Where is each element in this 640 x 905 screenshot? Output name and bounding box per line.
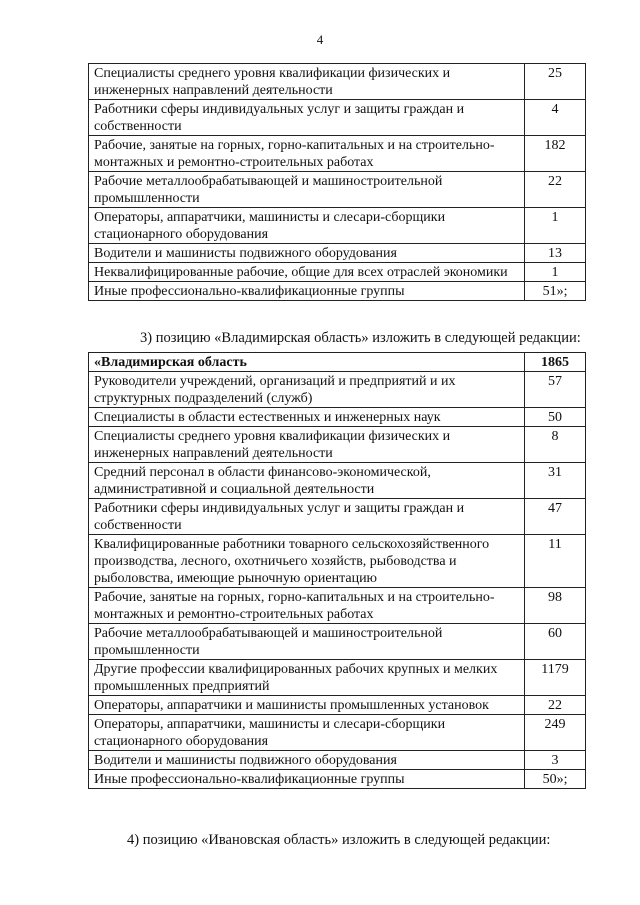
occupation-name-cell: Рабочие металлообрабатывающей и машиностроительной промышленности xyxy=(89,624,525,660)
region-name-cell: «Владимирская область xyxy=(89,353,525,372)
table-row xyxy=(89,751,586,770)
amendment-paragraph-4: 4) позицию «Ивановская область» изложить в следующей редакции: xyxy=(127,832,551,848)
occupation-name-cell: Специалисты среднего уровня квалификации физических и инженерных направлений деятельности xyxy=(89,64,525,100)
table-row xyxy=(89,588,586,624)
table-row xyxy=(89,499,586,535)
table-row xyxy=(89,696,586,715)
occupation-count-cell: 1179 xyxy=(525,660,586,696)
occupation-count-cell: 22 xyxy=(525,696,586,715)
occupation-count-cell: 25 xyxy=(525,64,586,100)
occupation-name-cell: Неквалифицированные рабочие, общие для всех отраслей экономики xyxy=(89,263,525,282)
table-row xyxy=(89,100,586,136)
table-row xyxy=(89,244,586,263)
occupation-name-cell: Специалисты в области естественных и инженерных наук xyxy=(89,408,525,427)
occupation-count-cell: 98 xyxy=(525,588,586,624)
occupation-count-cell: 1 xyxy=(525,263,586,282)
table-row xyxy=(89,463,586,499)
occupation-count-cell: 51»; xyxy=(525,282,586,301)
occupation-name-cell: Водители и машинисты подвижного оборудования xyxy=(89,244,525,263)
occupation-name-cell: Иные профессионально-квалификационные группы xyxy=(89,282,525,301)
occupations-table-vladimir-region xyxy=(88,352,586,789)
occupation-name-cell: Рабочие, занятые на горных, горно-капитальных и на строительно-монтажных и ремонтно-строительных работах xyxy=(89,136,525,172)
table-row xyxy=(89,172,586,208)
occupation-name-cell: Водители и машинисты подвижного оборудования xyxy=(89,751,525,770)
occupation-name-cell: Рабочие металлообрабатывающей и машиностроительной промышленности xyxy=(89,172,525,208)
occupation-count-cell: 8 xyxy=(525,427,586,463)
table-row xyxy=(89,535,586,588)
occupation-name-cell: Руководители учреждений, организаций и предприятий и их структурных подразделений (служб) xyxy=(89,372,525,408)
table-row xyxy=(89,624,586,660)
table-row xyxy=(89,770,586,789)
table-row xyxy=(89,408,586,427)
occupation-count-cell: 182 xyxy=(525,136,586,172)
occupations-table-previous-region xyxy=(88,63,586,301)
table-row xyxy=(89,427,586,463)
region-total-cell: 1865 xyxy=(525,353,586,372)
table-row xyxy=(89,372,586,408)
occupation-name-cell: Работники сферы индивидуальных услуг и защиты граждан и собственности xyxy=(89,100,525,136)
table-row xyxy=(89,64,586,100)
table-header-row xyxy=(89,353,586,372)
occupation-name-cell: Рабочие, занятые на горных, горно-капитальных и на строительно-монтажных и ремонтно-строительных работах xyxy=(89,588,525,624)
table-row xyxy=(89,136,586,172)
occupation-name-cell: Иные профессионально-квалификационные группы xyxy=(89,770,525,789)
table-row xyxy=(89,282,586,301)
occupation-name-cell: Операторы, аппаратчики и машинисты промышленных установок xyxy=(89,696,525,715)
page-number: 4 xyxy=(316,32,324,47)
occupation-count-cell: 60 xyxy=(525,624,586,660)
occupation-name-cell: Другие профессии квалифицированных рабочих крупных и мелких промышленных предприятий xyxy=(89,660,525,696)
occupation-name-cell: Квалифицированные работники товарного сельскохозяйственного производства, лесного, охотничьего хозяйств, рыбоводства и рыболовства, имеющие рыночную ориентацию xyxy=(89,535,525,588)
occupation-name-cell: Специалисты среднего уровня квалификации физических и инженерных направлений деятельности xyxy=(89,427,525,463)
occupation-count-cell: 1 xyxy=(525,208,586,244)
occupation-count-cell: 11 xyxy=(525,535,586,588)
table-row xyxy=(89,208,586,244)
occupation-count-cell: 13 xyxy=(525,244,586,263)
occupation-count-cell: 249 xyxy=(525,715,586,751)
occupation-count-cell: 57 xyxy=(525,372,586,408)
occupation-count-cell: 3 xyxy=(525,751,586,770)
occupation-name-cell: Операторы, аппаратчики, машинисты и слесари-сборщики стационарного оборудования xyxy=(89,715,525,751)
occupation-name-cell: Средний персонал в области финансово-экономической, административной и социальной деятельности xyxy=(89,463,525,499)
occupation-count-cell: 31 xyxy=(525,463,586,499)
table-row xyxy=(89,715,586,751)
occupation-count-cell: 50»; xyxy=(525,770,586,789)
amendment-paragraph-3: 3) позицию «Владимирская область» изложить в следующей редакции: xyxy=(140,330,581,346)
occupation-count-cell: 4 xyxy=(525,100,586,136)
table-row xyxy=(89,263,586,282)
table-row xyxy=(89,660,586,696)
occupation-count-cell: 47 xyxy=(525,499,586,535)
occupation-name-cell: Операторы, аппаратчики, машинисты и слесари-сборщики стационарного оборудования xyxy=(89,208,525,244)
occupation-count-cell: 22 xyxy=(525,172,586,208)
occupation-count-cell: 50 xyxy=(525,408,586,427)
occupation-name-cell: Работники сферы индивидуальных услуг и защиты граждан и собственности xyxy=(89,499,525,535)
